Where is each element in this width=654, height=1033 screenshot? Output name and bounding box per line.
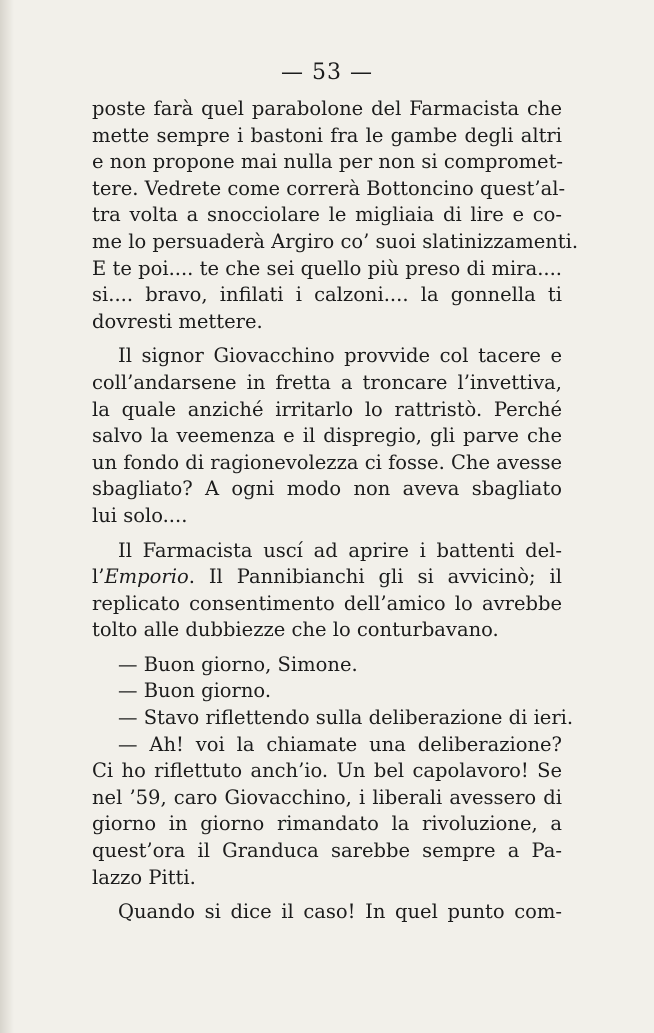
text-line: e non propone mai nulla per non si compromet-: [92, 150, 564, 174]
text-line: quest’ora il Granduca sarebbe sempre a Pa-: [92, 839, 562, 863]
paragraph-gap: [92, 891, 562, 899]
page-edge-shadow: [0, 0, 14, 1033]
text-line: si.... bravo, infilati i calzoni.... la gonnella ti: [92, 283, 562, 307]
text-line: — Ah! voi la chiamate una deliberazione?: [118, 732, 562, 756]
text-line: me lo persuaderà Argiro co’ suoi slatinizzamenti.: [92, 229, 579, 253]
text-line: mette sempre i bastoni fra le gambe degli altri: [92, 123, 562, 147]
text-line: tra volta a snocciolare le migliaia di lire e co-: [92, 203, 562, 227]
paragraph-gap: [92, 644, 562, 652]
text-line: lui solo....: [92, 503, 188, 527]
paragraph-gap: [92, 530, 562, 538]
text-line: sbagliato? A ogni modo non aveva sbagliato: [92, 477, 562, 501]
text-line: Il Farmacista uscí ad aprire i battenti del-: [118, 538, 562, 562]
text-line: giorno in giorno rimandato la rivoluzione, a: [92, 812, 562, 836]
text-line: Ci ho riflettuto anch’io. Un bel capolavoro! Se: [92, 759, 562, 783]
text-line: — Stavo riflettendo sulla deliberazione di ieri.: [118, 706, 574, 730]
text-line: E te poi.... te che sei quello più preso di mira....: [92, 256, 562, 280]
text-line: l’Emporio. Il Pannibianchi gli si avvicinò; il: [92, 565, 562, 589]
text-line: — Buon giorno.: [118, 679, 272, 703]
page-number: — 53 —: [281, 60, 373, 85]
text-line: la quale anziché irritarlo lo rattristò. Perché: [92, 397, 562, 421]
paragraph-gap: [92, 335, 562, 343]
text-line: coll’andarsene in fretta a troncare l’invettiva,: [92, 370, 562, 394]
text-line: dovresti mettere.: [92, 309, 263, 333]
text-line: tere. Vedrete come correrà Bottoncino quest’al-: [92, 176, 566, 200]
text-line: poste farà quel parabolone del Farmacista che: [92, 97, 562, 120]
body-text: [92, 96, 579, 926]
text-line: lazzo Pitti.: [92, 865, 196, 889]
text-line: replicato consentimento dell’amico lo avrebbe: [92, 591, 562, 615]
text-line: Quando si dice il caso! In quel punto com-: [118, 900, 562, 924]
text-line: tolto alle dubbiezze che lo conturbavano.: [92, 618, 499, 642]
text-line: Il signor Giovacchino provvide col tacere e: [118, 344, 562, 368]
text-line: un fondo di ragionevolezza ci fosse. Che avesse: [92, 450, 562, 474]
text-line: salvo la veemenza e il dispregio, gli parve che: [92, 424, 562, 448]
text-line: nel ’59, caro Giovacchino, i liberali avessero di: [92, 785, 562, 809]
text-line: — Buon giorno, Simone.: [118, 652, 358, 676]
